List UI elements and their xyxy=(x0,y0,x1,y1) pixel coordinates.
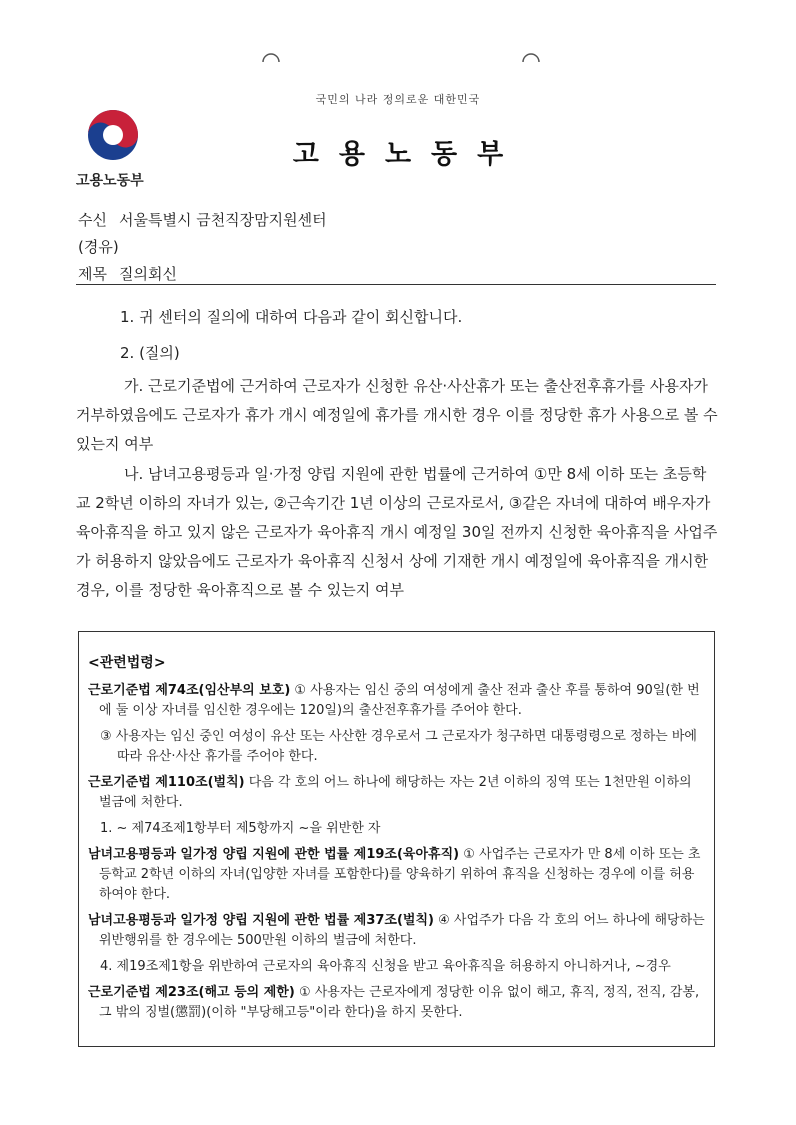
related-laws-box xyxy=(78,631,715,1047)
law-heading: 남녀고용평등과 일가정 양립 지원에 관한 법률 제37조(벌칙) xyxy=(88,913,434,928)
paragraph-1: 1. 귀 센터의 질의에 대하여 다음과 같이 회신합니다. xyxy=(120,308,463,326)
logo-text: 고용노동부 xyxy=(76,173,144,189)
subject-row xyxy=(78,263,177,284)
law-equal-employment-37 xyxy=(88,911,705,951)
paragraph-2: 2. (질의) xyxy=(120,344,180,362)
law-equal-employment-19 xyxy=(88,845,705,905)
law-heading: 근로기준법 제110조(벌칙) xyxy=(88,775,245,790)
ministry-title: 고용노동부 xyxy=(292,139,524,170)
via-row: (경유) xyxy=(78,238,119,256)
slogan: 국민의 나라 정의로운 대한민국 xyxy=(315,93,481,106)
law-equal-employment-37-item4: 4. 제19조제1항을 위반하여 근로자의 육아휴직 신청을 받고 육아휴직을 허용하지 아니하거나, ~경우 xyxy=(100,959,671,974)
binder-hole-left xyxy=(261,44,281,64)
law-lsa-74 xyxy=(88,681,705,721)
related-laws-title: <관련법령> xyxy=(88,655,166,671)
header-divider xyxy=(76,284,716,285)
recipient-row xyxy=(78,209,327,230)
law-text: ④ 사업주가 다음 각 호의 어느 하나에 해당하는 위반행위를 한 경우에는 500만원 이하의 벌금에 처한다. xyxy=(99,913,705,948)
law-lsa-74-para3: ③ 사용자는 임신 중인 여성이 유산 또는 사산한 경우로서 그 근로자가 청구하면 대통령령으로 정하는 바에 따라 유산·사산 휴가를 주어야 한다. xyxy=(100,729,697,764)
recipient-label: 수신 xyxy=(78,211,107,229)
binder-hole-right xyxy=(521,44,541,64)
subject-label: 제목 xyxy=(78,265,107,283)
law-text: ① 사용자는 근로자에게 정당한 이유 없이 해고, 휴직, 정직, 전직, 감봉, 그 밖의 징벌(懲罰)(이하 "부당해고등"이라 한다)을 하지 못한다. xyxy=(99,985,700,1020)
law-text: ① 사용자는 임신 중의 여성에게 출산 전과 출산 후를 통하여 90일(한 번에 둘 이상 자녀를 임신한 경우에는 120일)의 출산전후휴가를 주어야 한다. xyxy=(99,683,700,718)
question-a: 가. 근로기준법에 근거하여 근로자가 신청한 유산·사산휴가 또는 출산전후휴가를 사용자가 거부하였음에도 근로자가 휴가 개시 예정일에 휴가를 개시한 경우 이를 정당한 휴가 사용으로 볼 수 있는지 여부 xyxy=(76,377,718,453)
law-heading: 근로기준법 제23조(해고 등의 제한) xyxy=(88,985,295,1000)
law-lsa-110 xyxy=(88,773,705,813)
law-lsa-23 xyxy=(88,983,705,1023)
law-text: ① 사업주는 근로자가 만 8세 이하 또는 초등학교 2학년 이하의 자녀(입양한 자녀를 포함한다)를 양육하기 위하여 휴직을 신청하는 경우에 이를 허용하여야 한다. xyxy=(99,847,701,902)
law-heading: 남녀고용평등과 일가정 양립 지원에 관한 법률 제19조(육아휴직) xyxy=(88,847,460,862)
law-heading: 근로기준법 제74조(임산부의 보호) xyxy=(88,683,291,698)
law-text: 다음 각 호의 어느 하나에 해당하는 자는 2년 이하의 징역 또는 1천만원 이하의 벌금에 처한다. xyxy=(99,775,692,810)
recipient-value: 서울특별시 금천직장맘지원센터 xyxy=(118,211,327,229)
question-b: 나. 남녀고용평등과 일·가정 양립 지원에 관한 법률에 근거하여 ①만 8세 이하 또는 초등학교 2학년 이하의 자녀가 있는, ②근속기간 1년 이상의 근로자로서, ③같은 자녀에 대하여 배우자가 육아휴직을 하고 있지 않은 근로자가 육아휴직 개시 예정일 30일 전까지 신청한 육아휴직을 사업주가 허용하지 않았음에도 근로자가 육아휴직 신청서 상에 기재한 개시 예정일에 육아휴직을 개시한 경우, 이를 정당한 육아휴직으로 볼 수 있는지 여부 xyxy=(76,465,718,599)
law-lsa-110-item1: 1. ~ 제74조제1항부터 제5항까지 ~을 위반한 자 xyxy=(100,821,381,836)
subject-value: 질의회신 xyxy=(118,265,177,283)
